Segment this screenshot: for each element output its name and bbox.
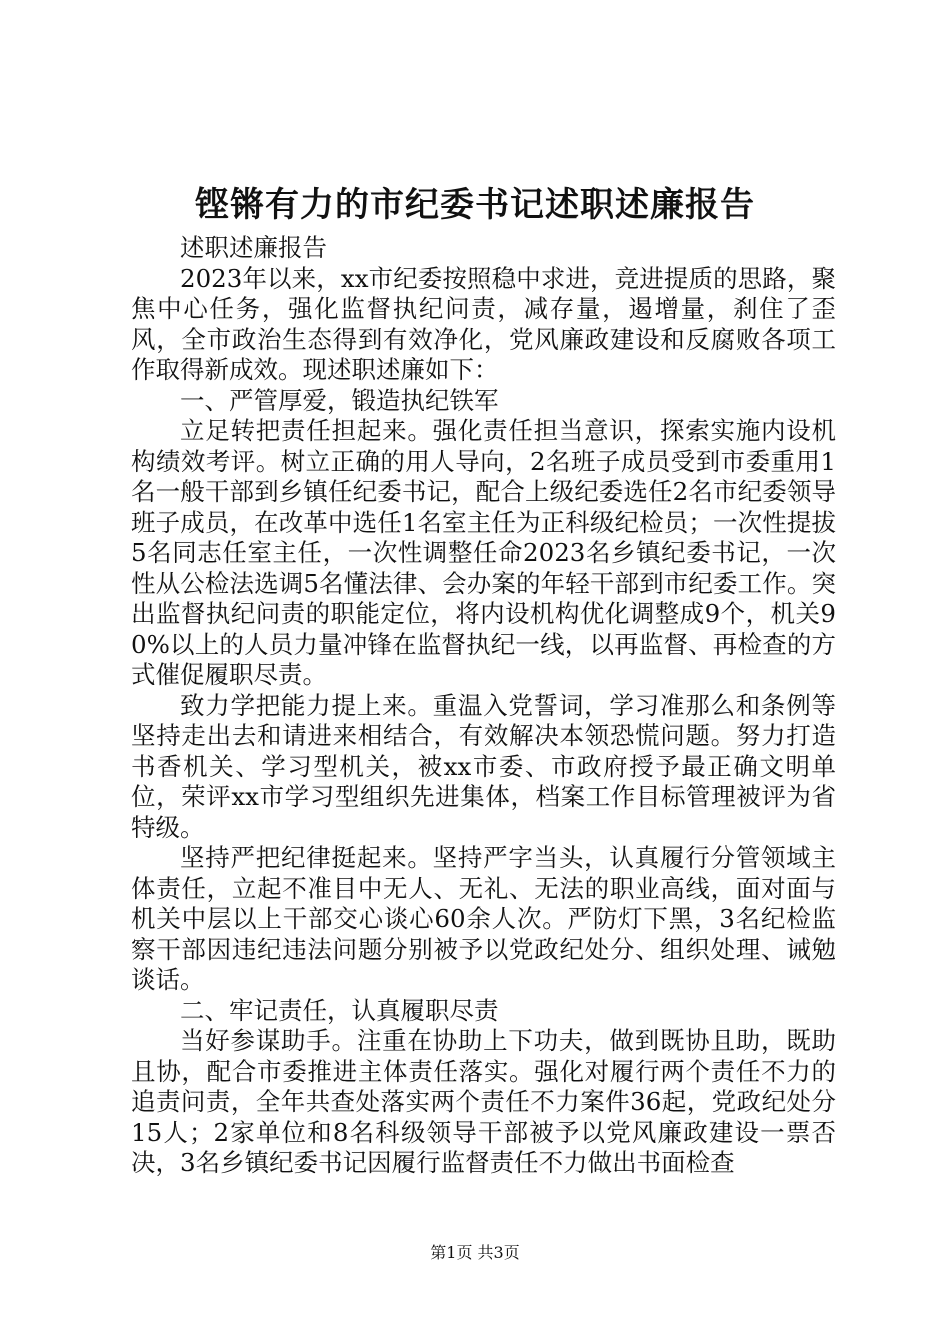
- paragraph-assistant: 当好参谋助手。注重在协助上下功夫，做到既协且助，既助且协，配合市委推进主体责任落实。强化对履行两个责任不力的追责问责，全年共查处落实两个责任不力案件36起，党政纪处分15人；2家单位和8名科级领导干部被予以党风廉政建设一票否决，3名乡镇纪委书记因履行监督责任不力做出书面检查: [131, 1026, 836, 1177]
- page-indicator: 第1页 共3页: [430, 1243, 520, 1262]
- paragraph-heading-report: 述职述廉报告: [180, 233, 327, 262]
- document-title: 铿锵有力的市纪委书记述职述廉报告: [195, 185, 755, 225]
- paragraph-discipline: 坚持严把纪律挺起来。坚持严字当头，认真履行分管领域主体责任，立起不准目中无人、无礼、无法的职业高线，面对面与机关中层以上干部交心谈心60余人次。严防灯下黑，3名纪检监察干部因违纪违法问题分别被予以党政纪处分、组织处理、诫勉谈话。: [131, 843, 836, 994]
- section-heading-2: 二、牢记责任，认真履职尽责: [180, 995, 499, 1025]
- document-body: [131, 233, 836, 1179]
- paragraph-ability: 致力学把能力提上来。重温入党誓词，学习准那么和条例等坚持走出去和请进来相结合，有效解决本领恐慌问题。努力打造书香机关、学习型机关，被xx市委、市政府授予最正确文明单位，荣评xx市学习型组织先进集体，档案工作目标管理被评为省特级。: [131, 690, 836, 842]
- paragraph-intro: 2023年以来，xx市纪委按照稳中求进，竞进提质的思路，聚焦中心任务，强化监督执纪问责，减存量，遏增量，刹住了歪风，全市政治生态得到有效净化，党风廉政建设和反腐败各项工作取得新成效。现述职述廉如下：: [131, 263, 836, 384]
- section-heading-1: 一、严管厚爱，锻造执纪铁军: [180, 385, 499, 415]
- paragraph-responsibility: 立足转把责任担起来。强化责任担当意识，探索实施内设机构绩效考评。树立正确的用人导向，2名班子成员受到市委重用1名一般干部到乡镇任纪委书记，配合上级纪委选任2名市纪委领导班子成员，在改革中选任1名室主任为正科级纪检员；一次性提拔5名同志任室主任，一次性调整任命2023名乡镇纪委书记，一次性从公检法选调5名懂法律、会办案的年轻干部到市纪委工作。突出监督执纪问责的职能定位，将内设机构优化调整成9个，机关90%以上的人员力量冲锋在监督执纪一线，以再监督、再检查的方式催促履职尽责。: [131, 416, 836, 689]
